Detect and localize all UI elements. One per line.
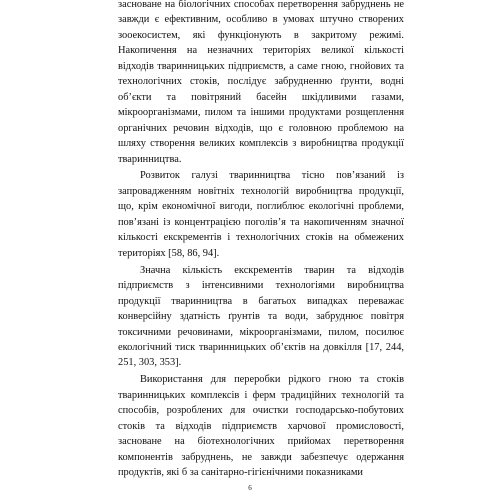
paragraph-3: Значна кількість екскрементів тварин та відходів підприємств з інтенсивними технологіями виробництва продукції тваринництва в багатьох випадках переважає конверсійну здатність ґрунтів та води, забруднює повітря токсичними речовинами, мікроорганізмами, пилом, посилює екологічний тиск тваринницьких об’єктів на довкілля [17, 244, 251, 303, 353]. <box>118 264 404 369</box>
paragraph-2: Розвиток галузі тваринництва тісно пов’язаний із запровадженням новітніх технологій виробництва продукції, що, крім економічної вигоди, поглиблює екологічні проблеми, пов’язані із концентрацією поголів’я та накопиченням значної кількості екскрементів і технологічних стоків на обмежених територіях [58, 86, 94]. <box>118 170 404 259</box>
page-number: 6 <box>248 484 252 492</box>
paragraph-4: Використання для переробки рідкого гною та стоків тваринницьких комплексів і ферм традиційних технологій та способів, розроблених для очистки господарсько-побутових стоків та відходів підприємств харчової промисловості, засноване на біотехнологічних прийомах перетворення компонентів забруднень, не завжди забезпечує одержання продуктів, які б за санітарно-гігієнічними показниками <box>118 374 404 479</box>
body-text <box>118 0 404 481</box>
paragraph-1: засноване на біологічних способах перетворення забруднень не завжди є ефективним, особливо в умовах штучно створених зооекосистем, які функціонують в закритому режимі. Накопичення на незначних територіях великої кількості відходів тваринницьких підприємств, а саме гною, гнойових та технологічних стоків, послідує забрудненню ґрунти, водні об’єкти та повітряний басейн шкідливими газами, мікроорганізмами, пилом та іншими продуктами розщеплення органічних речовин відходів, що є головною проблемою на шляху створення великих комплексів з виробництва продукції тваринництва. <box>118 0 404 165</box>
